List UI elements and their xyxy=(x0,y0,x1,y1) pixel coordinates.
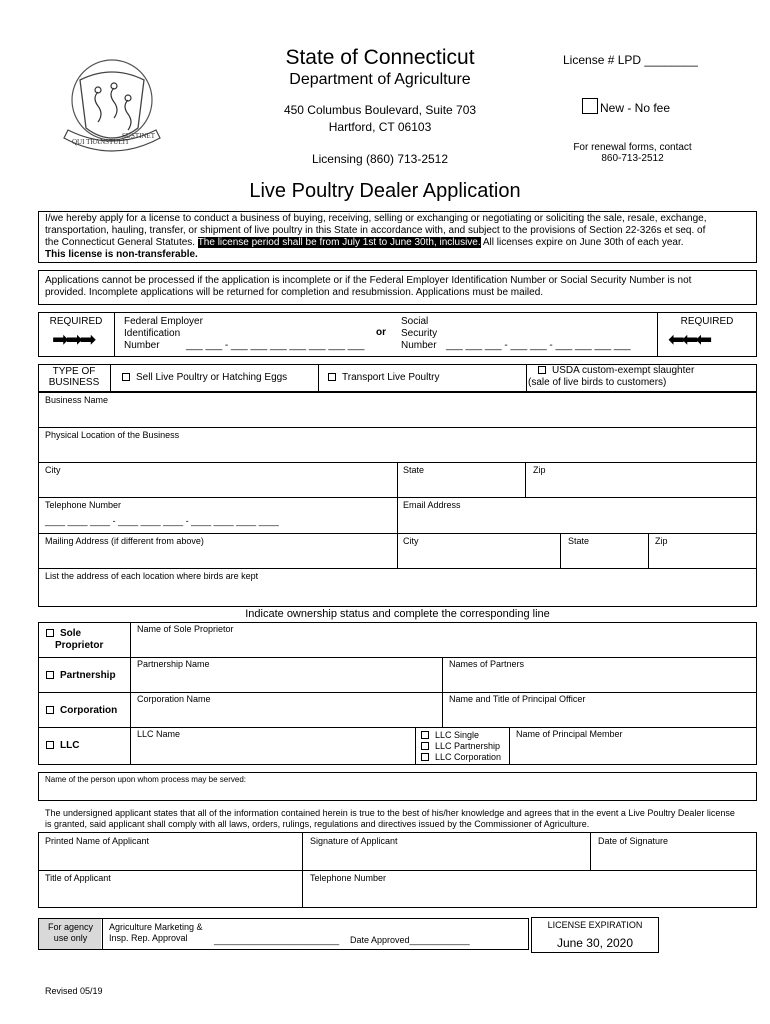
applicant-telephone-field[interactable]: Telephone Number xyxy=(310,873,387,883)
intro-line3-a: the Connecticut General Statutes. xyxy=(45,237,196,248)
llc-corporation-option[interactable] xyxy=(421,752,501,763)
printed-name-field[interactable]: Printed Name of Applicant xyxy=(45,836,150,846)
checkbox-icon[interactable] xyxy=(46,706,54,714)
seal-motto-right: SUSTINET xyxy=(122,132,156,140)
opt-usda-line2: (sale of live birds to customers) xyxy=(528,377,667,388)
corporation-label: Corporation xyxy=(60,705,118,716)
partnership-name-field[interactable]: Partnership Name xyxy=(137,659,210,669)
license-expiration-label: LICENSE EXPIRATION xyxy=(547,920,643,930)
locations-field[interactable]: List the address of each location where birds are kept xyxy=(45,571,259,581)
notice-line1: Applications cannot be processed if the application is incomplete or if the Federal Employer Identification Number or Social Security Number is not xyxy=(45,275,692,286)
opt-transport-poultry[interactable] xyxy=(328,372,439,383)
header-address1: 450 Columbus Boulevard, Suite 703 xyxy=(283,103,477,117)
license-period-highlight: The license period shall be from July 1st to June 30th, inclusive. xyxy=(197,237,481,248)
llc-single-label: LLC Single xyxy=(435,730,480,740)
email-field[interactable]: Email Address xyxy=(403,500,461,510)
date-approved-field[interactable]: Date Approved____________ xyxy=(350,935,470,945)
intro-line2: transportation, hauling, transfer, or shipment of live poultry in this State in accordance with, and subject to the provisions of Section 22-326s et seq. of xyxy=(45,225,706,236)
attestation-text xyxy=(45,808,757,830)
signature-field[interactable]: Signature of Applicant xyxy=(310,836,398,846)
or-label: or xyxy=(376,327,386,338)
telephone-input[interactable]: ____ ____ ____ - ____ ____ ____ - ____ ____ ____ ____ xyxy=(45,516,279,526)
ssn-label xyxy=(401,316,437,352)
checkbox-icon[interactable] xyxy=(122,373,130,381)
business-type-line1: TYPE OF xyxy=(52,366,96,377)
mailing-address-field[interactable]: Mailing Address (if different from above) xyxy=(45,536,204,546)
non-transferable: This license is non-transferable. xyxy=(45,249,198,260)
approval-signature-blank[interactable]: _________________________ xyxy=(214,935,340,945)
sole-line2: Proprietor xyxy=(55,640,104,651)
checkbox-icon[interactable] xyxy=(46,629,54,637)
mailing-state-field[interactable]: State xyxy=(568,536,590,546)
intro-text xyxy=(45,213,755,261)
corporation-name-field[interactable]: Corporation Name xyxy=(137,694,211,704)
opt-sell-poultry[interactable] xyxy=(122,372,287,383)
mailing-zip-field[interactable]: Zip xyxy=(655,536,668,546)
business-type-label xyxy=(38,366,110,388)
seal-motto-left: QUI TRANSTULIT xyxy=(72,138,130,146)
fein-input[interactable]: ___ ___ - ___ ___ ___ ___ ___ ___ ___ xyxy=(186,340,365,351)
renewal-contact xyxy=(560,142,705,164)
renewal-line1: For renewal forms, contact xyxy=(573,142,692,153)
llc-single-option[interactable] xyxy=(421,730,501,741)
process-served-field[interactable]: Name of the person upon whom process may be served: xyxy=(45,775,246,784)
sole-proprietor-name-field[interactable]: Name of Sole Proprietor xyxy=(137,624,234,634)
llc-corporation-label: LLC Corporation xyxy=(435,752,502,762)
arrow-left-icon: ⬅⬅⬅ xyxy=(668,329,710,351)
required-right: REQUIRED xyxy=(680,316,734,327)
form-title: Live Poultry Dealer Application xyxy=(249,180,521,202)
llc-partnership-label: LLC Partnership xyxy=(435,741,501,751)
arrow-right-icon: ➡➡➡ xyxy=(52,329,94,351)
intro-line1: I/we hereby apply for a license to conduct a business of buying, receiving, selling or exchanging or negotiating or soliciting the sale, resale, exchange, xyxy=(45,213,707,224)
checkbox-icon[interactable] xyxy=(421,742,429,750)
mailing-city-field[interactable]: City xyxy=(403,536,419,546)
revised-date: Revised 05/19 xyxy=(45,986,103,996)
fein-line1: Federal Employer xyxy=(124,316,203,327)
checkbox-icon[interactable] xyxy=(538,366,546,374)
attest-line2: is granted, said applicant shall comply with all laws, orders, rulings, regulations and directives issued by the Commissioner of Agriculture. xyxy=(45,819,590,829)
approval-line2: Insp. Rep. Approval xyxy=(109,933,188,943)
intro-line3-b: All licenses expire on June 30th of each year. xyxy=(482,237,684,248)
llc-label: LLC xyxy=(60,740,80,751)
attest-line1: The undersigned applicant states that all of the information contained herein is true to the best of his/her knowledge and agrees that in the event a Live Poultry Dealer license xyxy=(45,808,735,818)
fein-line3: Number xyxy=(124,340,160,351)
checkbox-icon[interactable] xyxy=(46,671,54,679)
state-field[interactable]: State xyxy=(403,465,425,475)
license-number[interactable]: License # LPD ________ xyxy=(563,53,698,67)
llc-type-options xyxy=(421,730,501,763)
applicant-title-field[interactable]: Title of Applicant xyxy=(45,873,111,883)
checkbox-icon[interactable] xyxy=(328,373,336,381)
fein-line2: Identification xyxy=(124,328,181,339)
llc-name-field[interactable]: LLC Name xyxy=(137,729,181,739)
business-name-field[interactable]: Business Name xyxy=(45,395,109,405)
ssn-line1: Social xyxy=(401,316,429,327)
approval-line1: Agriculture Marketing & xyxy=(109,922,203,932)
required-left: REQUIRED xyxy=(49,316,103,327)
for-agency-line1: For agency xyxy=(47,922,94,932)
llc-option[interactable] xyxy=(46,740,79,751)
new-no-fee-label: New - No fee xyxy=(600,101,671,115)
license-expiration-date: June 30, 2020 xyxy=(556,936,634,950)
header-state: State of Connecticut xyxy=(285,46,475,69)
telephone-label: Telephone Number xyxy=(45,500,122,510)
intro-line3 xyxy=(45,237,755,249)
state-seal xyxy=(58,52,166,172)
checkbox-icon[interactable] xyxy=(582,98,598,114)
llc-partnership-option[interactable] xyxy=(421,741,501,752)
partnership-option[interactable] xyxy=(46,670,116,681)
renewal-line2: 860-713-2512 xyxy=(601,153,664,164)
ssn-line2: Security xyxy=(401,328,438,339)
new-no-fee-checkbox[interactable] xyxy=(582,98,670,115)
for-agency-label xyxy=(39,922,102,944)
principal-officer-field[interactable]: Name and Title of Principal Officer xyxy=(449,694,586,704)
notice-text xyxy=(45,275,755,299)
for-agency-line2: use only xyxy=(53,933,88,943)
approval-label xyxy=(109,922,203,944)
checkbox-icon[interactable] xyxy=(421,753,429,761)
signature-date-field[interactable]: Date of Signature xyxy=(598,836,669,846)
opt-sell-label: Sell Live Poultry or Hatching Eggs xyxy=(136,372,288,383)
business-type-line2: BUSINESS xyxy=(48,377,100,388)
zip-field[interactable]: Zip xyxy=(533,465,546,475)
sole-line1: Sole xyxy=(60,628,82,639)
partners-names-field[interactable]: Names of Partners xyxy=(449,659,525,669)
partnership-label: Partnership xyxy=(60,670,116,681)
checkbox-icon[interactable] xyxy=(421,731,429,739)
header-licensing-phone: Licensing (860) 713-2512 xyxy=(311,152,449,166)
physical-location-field[interactable]: Physical Location of the Business xyxy=(45,430,180,440)
principal-member-field[interactable]: Name of Principal Member xyxy=(516,729,623,739)
sole-proprietor-option[interactable] xyxy=(46,628,103,652)
notice-line2: provided. Incomplete applications will be returned for completion and resubmission. Applications must be mailed. xyxy=(45,287,544,298)
ssn-input[interactable]: ___ ___ ___ - ___ ___ - ___ ___ ___ ___ xyxy=(446,340,631,351)
corporation-option[interactable] xyxy=(46,705,117,716)
header-address2: Hartford, CT 06103 xyxy=(328,120,432,134)
ownership-heading: Indicate ownership status and complete the corresponding line xyxy=(245,608,550,620)
opt-transport-label: Transport Live Poultry xyxy=(342,372,440,383)
city-field[interactable]: City xyxy=(45,465,61,475)
opt-usda-slaughter[interactable] xyxy=(528,365,695,389)
checkbox-icon[interactable] xyxy=(46,741,54,749)
header-department: Department of Agriculture xyxy=(289,71,471,88)
opt-usda-line1: USDA custom-exempt slaughter xyxy=(552,365,695,376)
ssn-line3: Number xyxy=(401,340,437,351)
